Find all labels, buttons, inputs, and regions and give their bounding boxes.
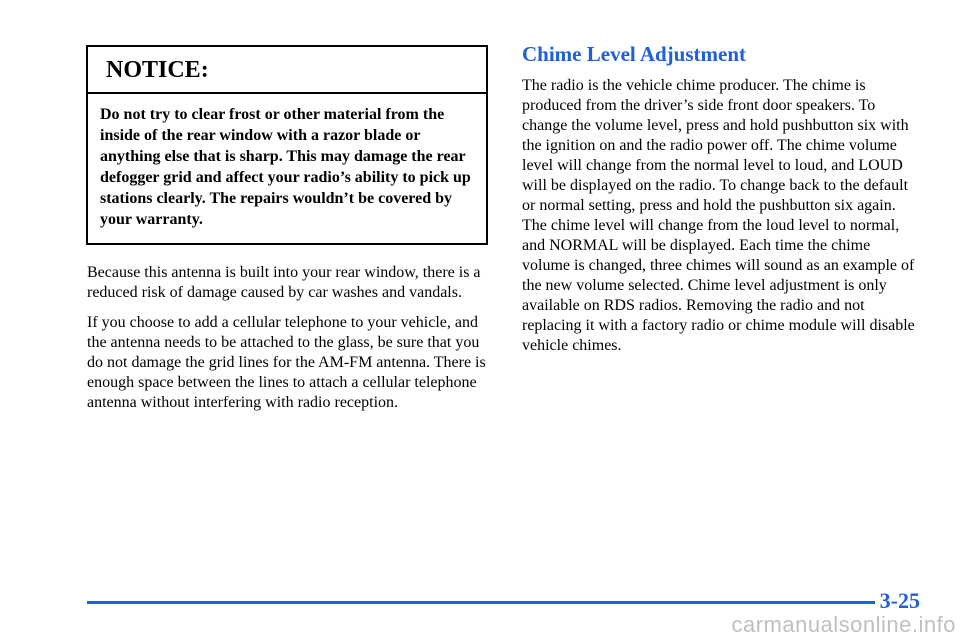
antenna-paragraph: Because this antenna is built into your rear window, there is a reduced risk of damage caused by car washes and vandals. [87,264,481,301]
notice-title: NOTICE: [88,47,486,94]
watermark: carmanualsonline.info [731,612,956,637]
notice-box [86,45,488,245]
footer-rule [87,601,875,604]
notice-body: Do not try to clear frost or other material from the inside of the rear window with a razor blade or anything else that is sharp. This may damage the rear defogger grid and affect your radio’s ability to pick up stations clearly. The repairs wouldn’t be covered by your warranty. [100,106,471,228]
section-heading: Chime Level Adjustment [522,42,746,66]
chime-paragraph: The radio is the vehicle chime producer. The chime is produced from the driver’s side front door speakers. To change the volume level, press and hold pushbutton six with the ignition on and the radio power off. The chime volume level will change from the normal level to loud, and LOUD will be displayed on the radio. To change back to the default or normal setting, press and hold the pushbutton six again. The chime level will change from the loud level to normal, and NORMAL will be displayed. Each time the chime volume is changed, three chimes will sound as an example of the new volume selected. Chime level adjustment is only available on RDS radios. Removing the radio and not replacing it with a factory radio or chime module will disable vehicle chimes. [522,77,915,354]
cellular-paragraph: If you choose to add a cellular telephone to your vehicle, and the antenna needs to be attached to the glass, be sure that you do not damage the grid lines for the AM‐FM antenna. There is enough space between the lines to attach a cellular telephone antenna without interfering with radio reception. [87,314,486,411]
left-column [87,263,495,423]
right-column [522,40,922,356]
page-number: 3-25 [879,588,920,613]
